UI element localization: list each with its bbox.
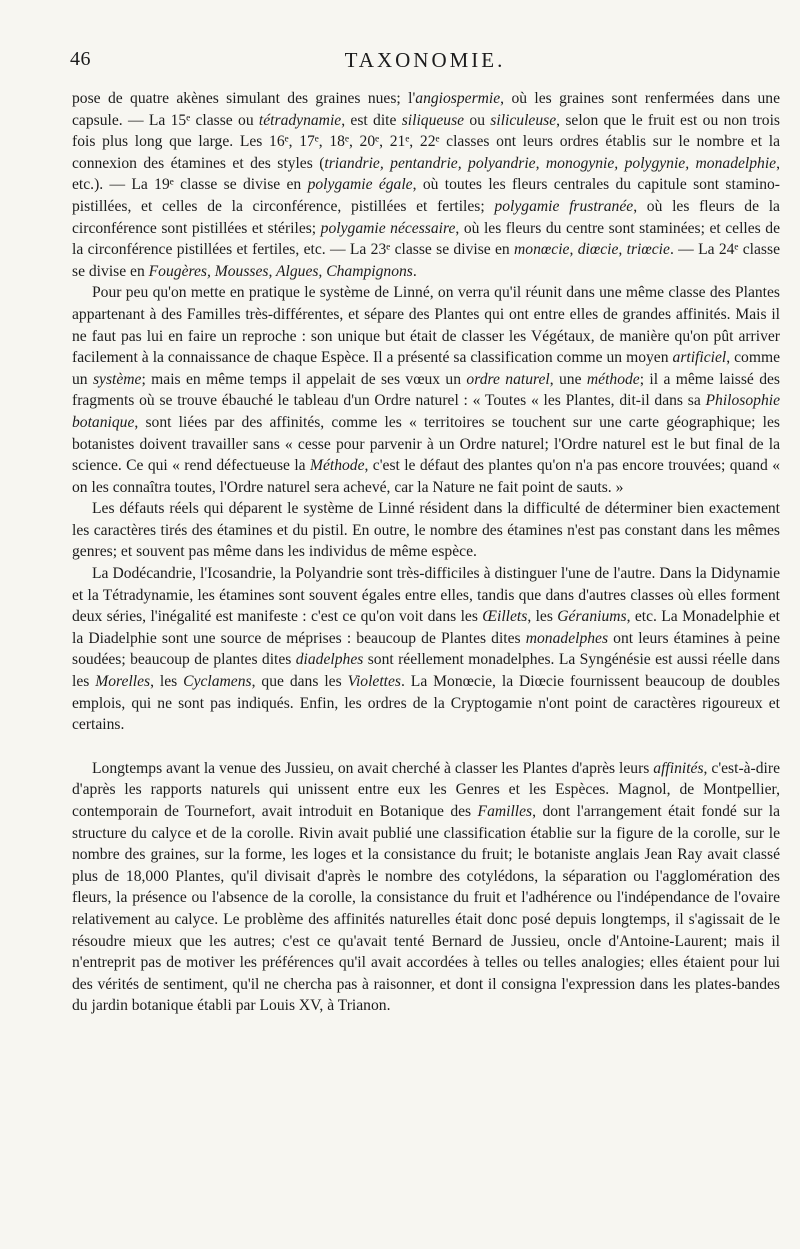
- italic-term: Méthode: [309, 457, 365, 475]
- text-run: sont réellement monadelphes. La Syngénésie est aussi réelle dans les: [72, 651, 780, 691]
- italic-term: Violettes: [347, 673, 401, 691]
- text-run: ; mais en même temps il appelait de ses vœux un: [141, 370, 467, 388]
- text-run: . La Monœcie, la Diœcie fournissent beaucoup de doubles emplois, qui ne sont pas indiqués. Enfin, les ordres de la Cryptogamie n'ont point de caractères rigoureux et certains.: [72, 673, 780, 734]
- text-run: La Dodécandrie, l'Icosandrie, la Polyandrie sont très-difficiles à distinguer l'une de l'autre. Dans la Didynamie et la Tétradynamie, les étamines sont souvent égales entre elles, tandis que dans d'autres classes où elles forment deux séries, l'inégalité est manifeste : c'est ce qu'on voit dans les: [72, 565, 780, 626]
- text-run: , etc. La Monadelphie et la Diadelphie sont une source de méprises : beaucoup de Plantes dites: [72, 608, 780, 647]
- italic-term: polygamie frustranée: [494, 197, 634, 215]
- text-run: , etc.). — La 19ᵉ classe se divise en: [72, 154, 780, 194]
- text-run: , que dans les: [251, 673, 348, 691]
- text-run: , selon que le fruit est ou non trois fois plus long que large. Les 16ᵉ, 17ᵉ, 18ᵉ, 20ᵉ, 21ᵉ, 22ᵉ classes ont leurs ordres établis sur le nombre et la connexion des étamines et des styles (: [72, 111, 780, 172]
- running-title: TAXONOMIE.: [344, 48, 506, 72]
- text-run: , est dite: [341, 111, 402, 129]
- italic-term: méthode: [586, 370, 640, 388]
- paragraph: [72, 282, 780, 498]
- italic-term: Familles: [477, 803, 533, 820]
- italic-term: siliqueuse: [401, 111, 465, 129]
- italic-term: polygamie égale: [307, 176, 413, 194]
- italic-term: monœcie, diœcie, triœcie: [514, 241, 670, 259]
- text-run: , où les fleurs du centre sont staminées; et celles de la circonférence pistillées et fertiles, etc. — La 23ᵉ classe se divise en: [72, 219, 780, 259]
- page-number: 46: [70, 48, 91, 70]
- text-run: ont leurs étamines à peine soudées; beaucoup de plantes dites: [72, 629, 780, 669]
- italic-term: triandrie, pentandrie, polyandrie, monogynie, polygynie, monadelphie: [324, 154, 777, 172]
- text-run: .: [412, 262, 417, 280]
- text-run: , dont l'arrangement était fondé sur la structure du calyce et de la corolle. Rivin avait publié une classification établie sur la figure de la corolle, sur le nombre des graines, sur la forme, les loges et la consistance du fruit; le botaniste anglais Jean Ray avait classé plus de 18,000 Plantes, qu'il divisait d'après le nombre des cotylédons, la séparation ou l'agglomération des fleurs, la présence ou l'absence de la corolle, la consistance du fruit et l'adhérence ou l'indépendance de l'ovaire relativement au calyce. Le problème des affinités naturelles était donc posé depuis longtemps, il s'agissait de le résoudre mieux que les autres; c'est ce qu'avait tenté Bernard de Jussieu, oncle d'Antoine-Laurent; mais il n'entreprit pas de motiver les préférences qu'il avait accordées à telles ou telles analogies; elles étaient pour lui des vérités de sentiment, qu'il ne chercha pas à raisonner, et dont il consigna l'expression dans les plates-bandes du jardin botanique établi par Louis XV, à Trianon.: [72, 803, 781, 1015]
- italic-term: monadelphes: [525, 629, 609, 647]
- italic-term: Géraniums: [557, 608, 627, 626]
- italic-term: diadelphes: [295, 651, 364, 669]
- text-run: . — La 24ᵉ classe se divise en: [72, 241, 780, 280]
- text-run: , où les graines sont renfermées dans une capsule. — La 15ᵉ classe ou: [72, 90, 780, 129]
- italic-term: Fougères, Mousses, Algues, Champignons: [148, 262, 413, 280]
- italic-term: polygamie nécessaire: [320, 219, 456, 237]
- page-header: [70, 48, 780, 78]
- text-run: Longtemps avant la venue des Jussieu, on avait cherché à classer les Plantes d'après leurs: [92, 759, 654, 777]
- italic-term: ordre naturel: [466, 370, 550, 388]
- text-run: Pour peu qu'on mette en pratique le système de Linné, on verra qu'il réunit dans une même classe des Plantes appartenant à des Familles très-différentes, et sépare des Plantes qui ont entre elles de grandes affinités. Mais il ne faut pas lui en faire un reproche : son unique but était de classer les Végétaux, de manière qu'on pût arriver facilement à la connaissance de chaque Espèce. Il a présenté sa classification comme un moyen: [72, 284, 780, 367]
- italic-term: affinités: [653, 759, 704, 777]
- text-run: pose de quatre akènes simulant des graines nues; l': [72, 90, 416, 107]
- text-run: ; il a même laissé des fragments où se trouve ébauché le tableau d'un Ordre naturel : « Toutes « les Plantes, dit-il dans sa: [72, 370, 781, 410]
- italic-term: Cyclamens: [183, 673, 252, 691]
- paragraph: [72, 88, 780, 282]
- italic-term: système: [92, 370, 142, 388]
- text-run: , où toutes les fleurs centrales du capitule sont stamino-pistillées, et celles de la circonférence, pistillées et fertiles;: [72, 176, 780, 215]
- text-run: , comme un: [72, 349, 780, 388]
- paragraph: [72, 563, 780, 736]
- italic-term: Morelles: [95, 673, 151, 691]
- text-run: , sont liées par des affinités, comme les « territoires se touchent sur une carte géographique; les botanistes doivent travailler sans « cesse pour parvenir à un Ordre naturel; l'Ordre naturel est le but final de la science. Ce qui « rend défectueuse la: [72, 413, 780, 475]
- text-run: , une: [549, 370, 587, 388]
- paragraph: [72, 758, 780, 1017]
- italic-term: siliculeuse: [490, 111, 557, 129]
- paragraph: [72, 498, 780, 563]
- italic-term: angiospermie: [415, 90, 501, 107]
- italic-term: tétradynamie: [258, 111, 342, 129]
- italic-term: Œillets: [482, 608, 528, 626]
- text-run: ou: [464, 111, 491, 129]
- text-run: , où les fleurs de la circonférence sont pistillées et stériles;: [72, 197, 780, 237]
- italic-term: Philosophie botanique: [72, 392, 780, 431]
- text-run: , c'est-à-dire d'après les rapports naturels qui unissent entre eux les Genres et les Espèces. Magnol, de Montpellier, contemporain de Tournefort, avait introduit en Botanique des: [72, 759, 780, 820]
- text-run: , les: [150, 673, 184, 691]
- italic-term: artificiel: [672, 349, 727, 367]
- text-run: , les: [527, 608, 558, 626]
- text-run: Les défauts réels qui déparent le système de Linné résident dans la difficulté de déterminer bien exactement les caractères tirés des étamines et du pistil. En outre, le nombre des étamines n'est pas constant dans les mêmes genres; et souvent pas même dans les individus de même espèce.: [72, 500, 780, 561]
- text-run: , c'est le défaut des plantes qu'on n'a pas encore trouvées; quand « on les connaîtra toutes, l'Ordre naturel sera achevé, car la Nature ne fait point de sauts. »: [72, 457, 780, 496]
- body-text: [72, 88, 780, 1017]
